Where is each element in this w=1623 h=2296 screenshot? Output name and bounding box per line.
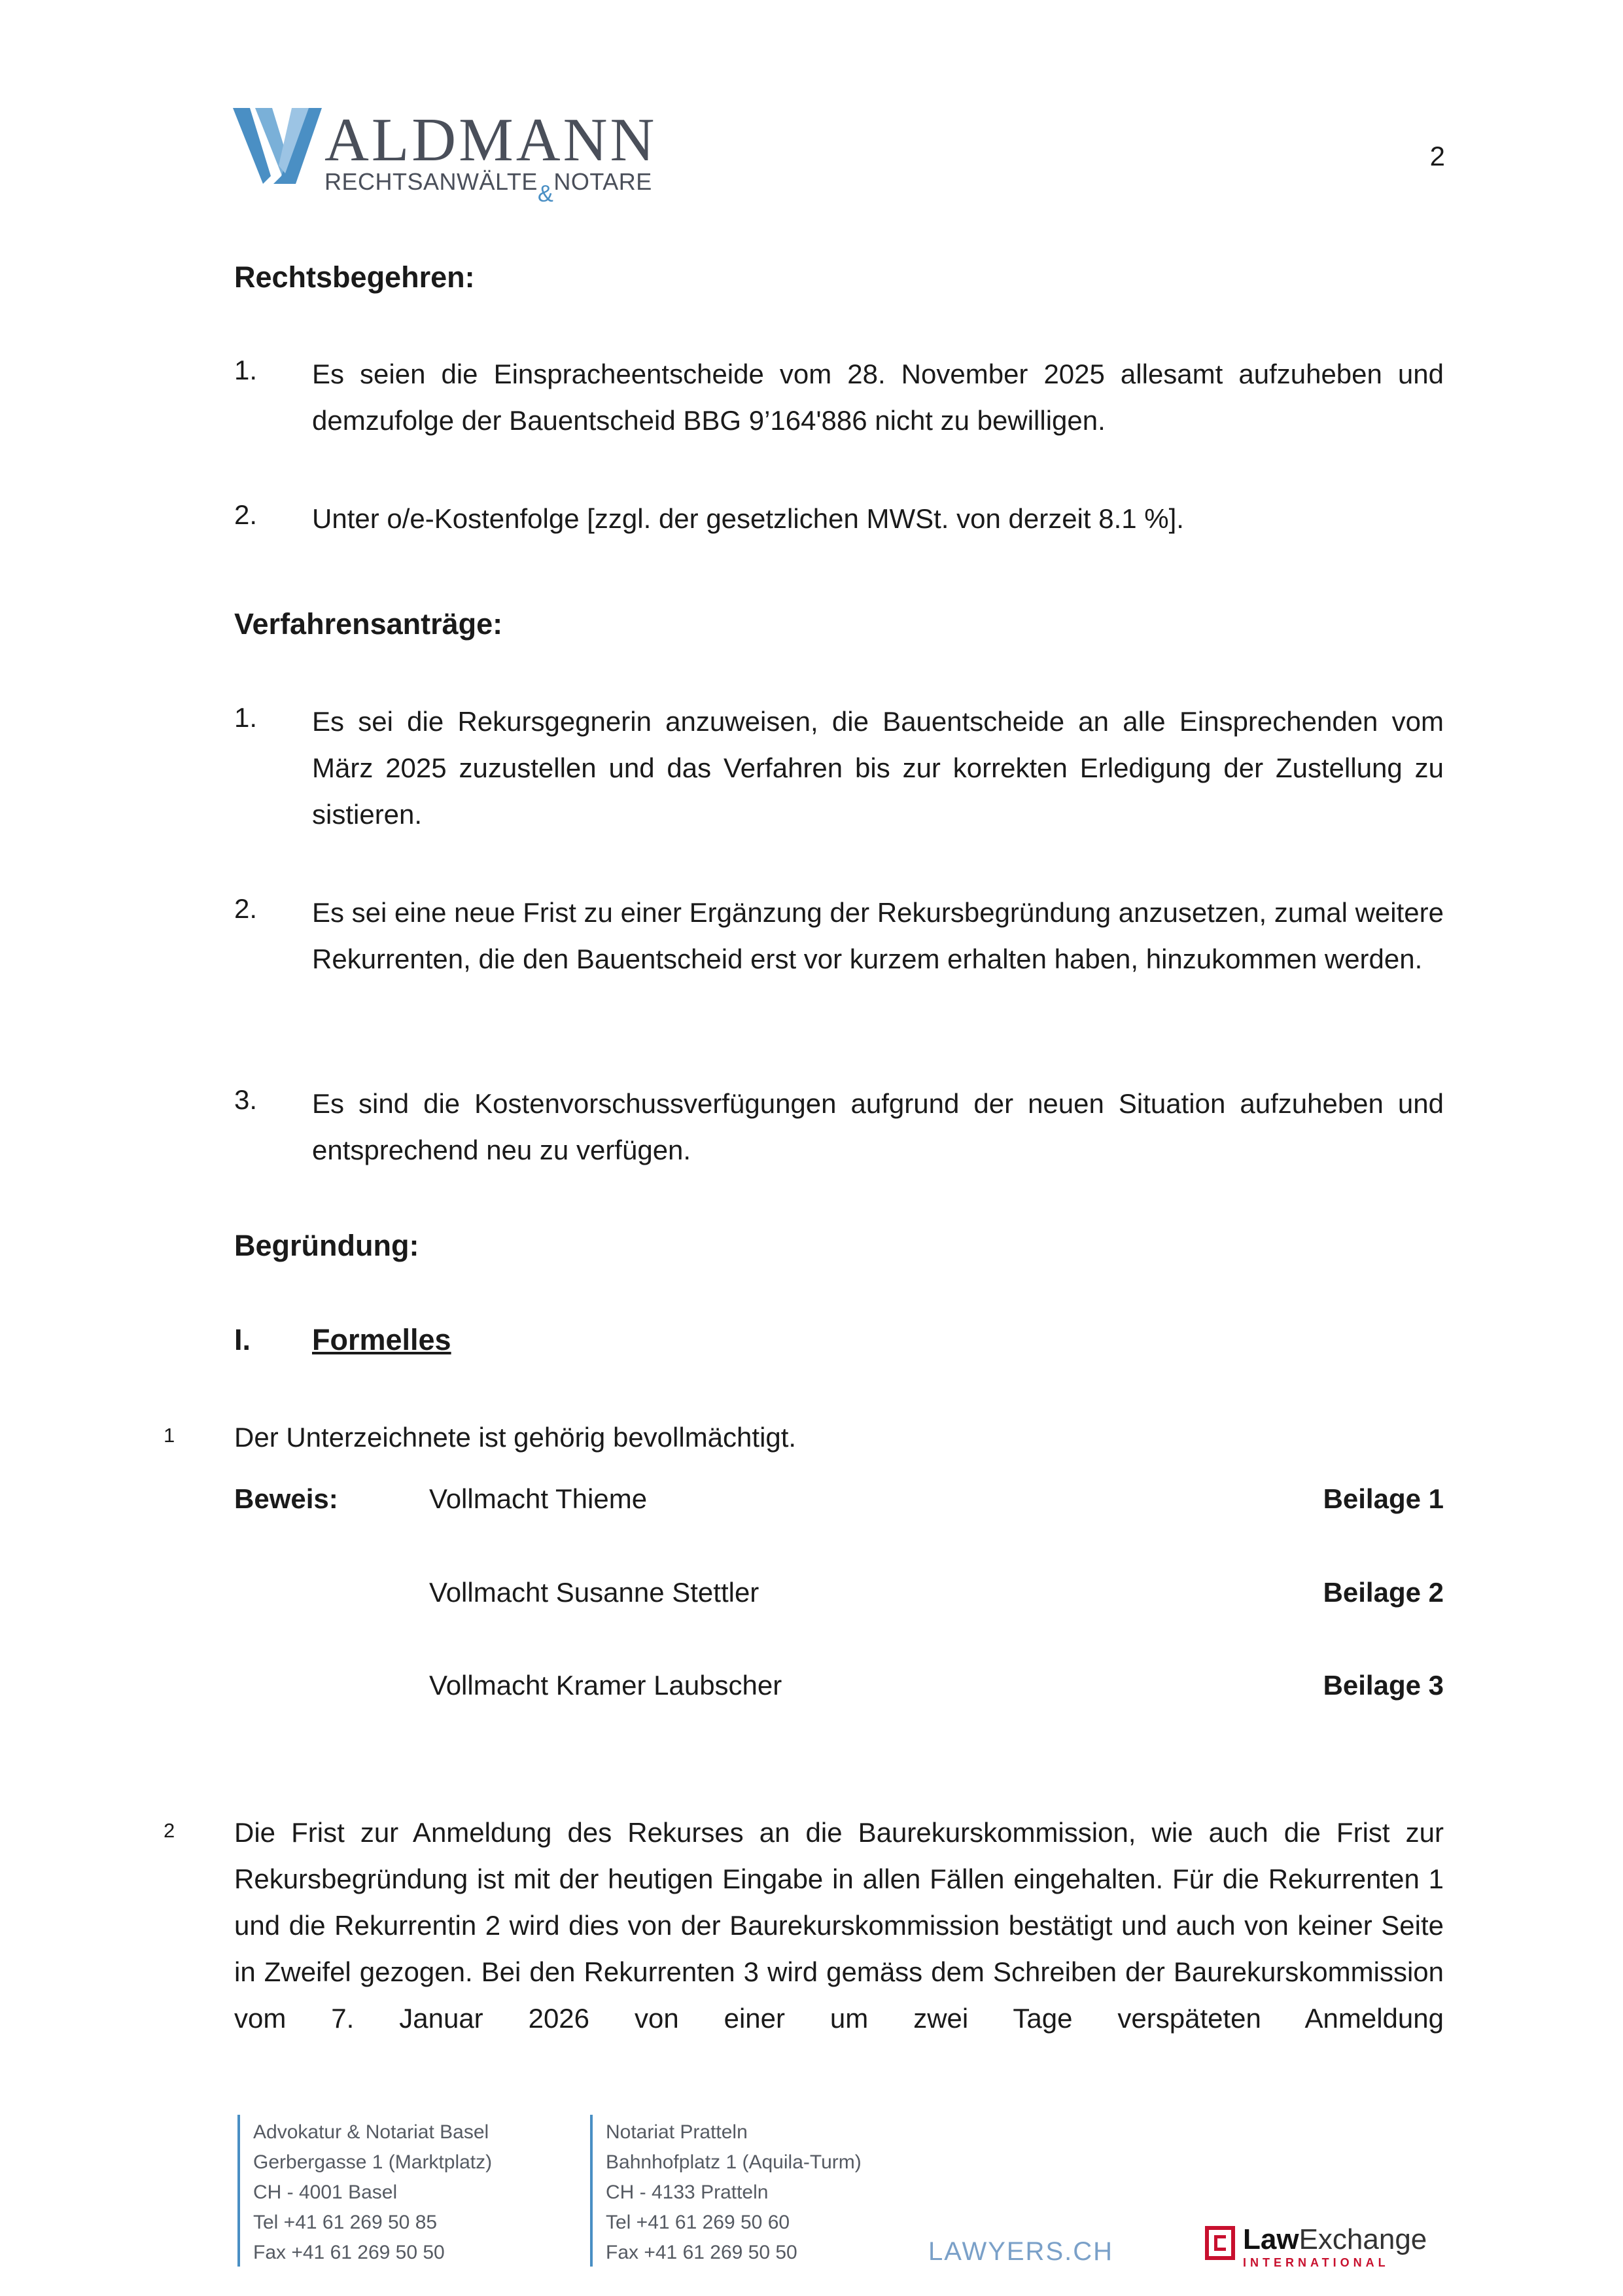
evidence-item: Vollmacht Kramer Laubscher xyxy=(429,1670,782,1701)
section-number: I. xyxy=(234,1323,251,1356)
verfahrensantrag-item-1: Es sei die Rekursgegnerin anzuweisen, die Bauentscheide an alle Einsprechenden vom März 2025 zuzustellen und das Verfahren bis zur korrekten Erledigung der Zustellung zu sistieren. xyxy=(312,706,1444,830)
rechtsbegehren-item-1: Es seien die Einspracheentscheide vom 28. November 2025 allesamt aufzuheben und demzufolge der Bauentscheid BBG 9’164'886 nicht zu bewilligen. xyxy=(312,359,1444,436)
item-number: 3. xyxy=(234,1084,258,1115)
item-number: 2. xyxy=(234,499,258,530)
heading-verfahrensantraege: Verfahrensanträge: xyxy=(234,607,503,641)
lawyers-ch-logo: LAWYERS.CH xyxy=(928,2237,1114,2266)
logo-wordmark: ALDMANN xyxy=(324,106,657,174)
logo-tagline: RECHTSANWÄLTE&NOTARE xyxy=(324,168,652,207)
item-number: 1. xyxy=(234,702,258,733)
section-title-formelles: Formelles xyxy=(312,1323,451,1356)
lawexchange-mark-icon xyxy=(1205,2226,1235,2260)
verfahrensantrag-item-3: Es sind die Kostenvorschussverfügungen aufgrund der neuen Situation aufzuheben und entsprechend neu zu verfügen. xyxy=(312,1088,1444,1165)
heading-begruendung: Begründung: xyxy=(234,1229,419,1262)
firm-logo xyxy=(233,106,657,207)
beilage-ref: Beilage 3 xyxy=(1323,1670,1444,1701)
item-number: 1. xyxy=(234,355,258,385)
beilage-ref: Beilage 2 xyxy=(1323,1577,1444,1608)
footer-office-basel: Advokatur & Notariat Basel Gerbergasse 1 (Marktplatz) CH - 4001 Basel Tel +41 61 269 50 85 Fax +41 61 269 50 50 xyxy=(253,2121,493,2263)
logo-w-mark xyxy=(233,108,331,186)
margin-number: 2 xyxy=(164,1819,175,1842)
footer-divider xyxy=(590,2115,593,2267)
margin-number: 1 xyxy=(164,1424,175,1447)
evidence-item: Vollmacht Thieme xyxy=(429,1483,648,1514)
rechtsbegehren-item-2: Unter o/e-Kostenfolge [zzgl. der gesetzlichen MWSt. von derzeit 8.1 %]. xyxy=(312,503,1184,534)
beweis-label: Beweis: xyxy=(234,1483,338,1514)
evidence-item: Vollmacht Susanne Stettler xyxy=(429,1577,759,1608)
item-number: 2. xyxy=(234,893,258,924)
paragraph-1: Der Unterzeichnete ist gehörig bevollmächtigt. xyxy=(234,1422,797,1453)
footer-office-pratteln: Notariat Pratteln Bahnhofplatz 1 (Aquila-Turm) CH - 4133 Pratteln Tel +41 61 269 50 60 Fax +41 61 269 50 50 xyxy=(606,2121,862,2263)
beilage-ref: Beilage 1 xyxy=(1323,1483,1444,1514)
heading-rechtsbegehren: Rechtsbegehren: xyxy=(234,260,475,294)
verfahrensantrag-item-2: Es sei eine neue Frist zu einer Ergänzung der Rekursbegründung anzusetzen, zumal weitere Rekurrenten, die den Bauentscheid erst vor kurzem erhalten haben, hinzukommen werden. xyxy=(312,897,1444,974)
paragraph-2: Die Frist zur Anmeldung des Rekurses an die Baurekurskommission, wie auch die Frist zur Rekursbegründung ist mit der heutigen Eingabe in allen Fällen eingehalten. Für die Rekurrenten 1 und die Rekurrentin 2 wird dies von der Baurekurskommission bestätigt und auch von keiner Seite in Zweifel gezogen. Bei den Rekurrenten 3 wird gemäss dem Schreiben der Baurekurskommission vom 7. Januar 2026 von einer um zwei Tage verspäteten Anmeldung xyxy=(234,1817,1444,2034)
footer-divider xyxy=(237,2115,240,2267)
page-number: 2 xyxy=(1429,141,1445,171)
